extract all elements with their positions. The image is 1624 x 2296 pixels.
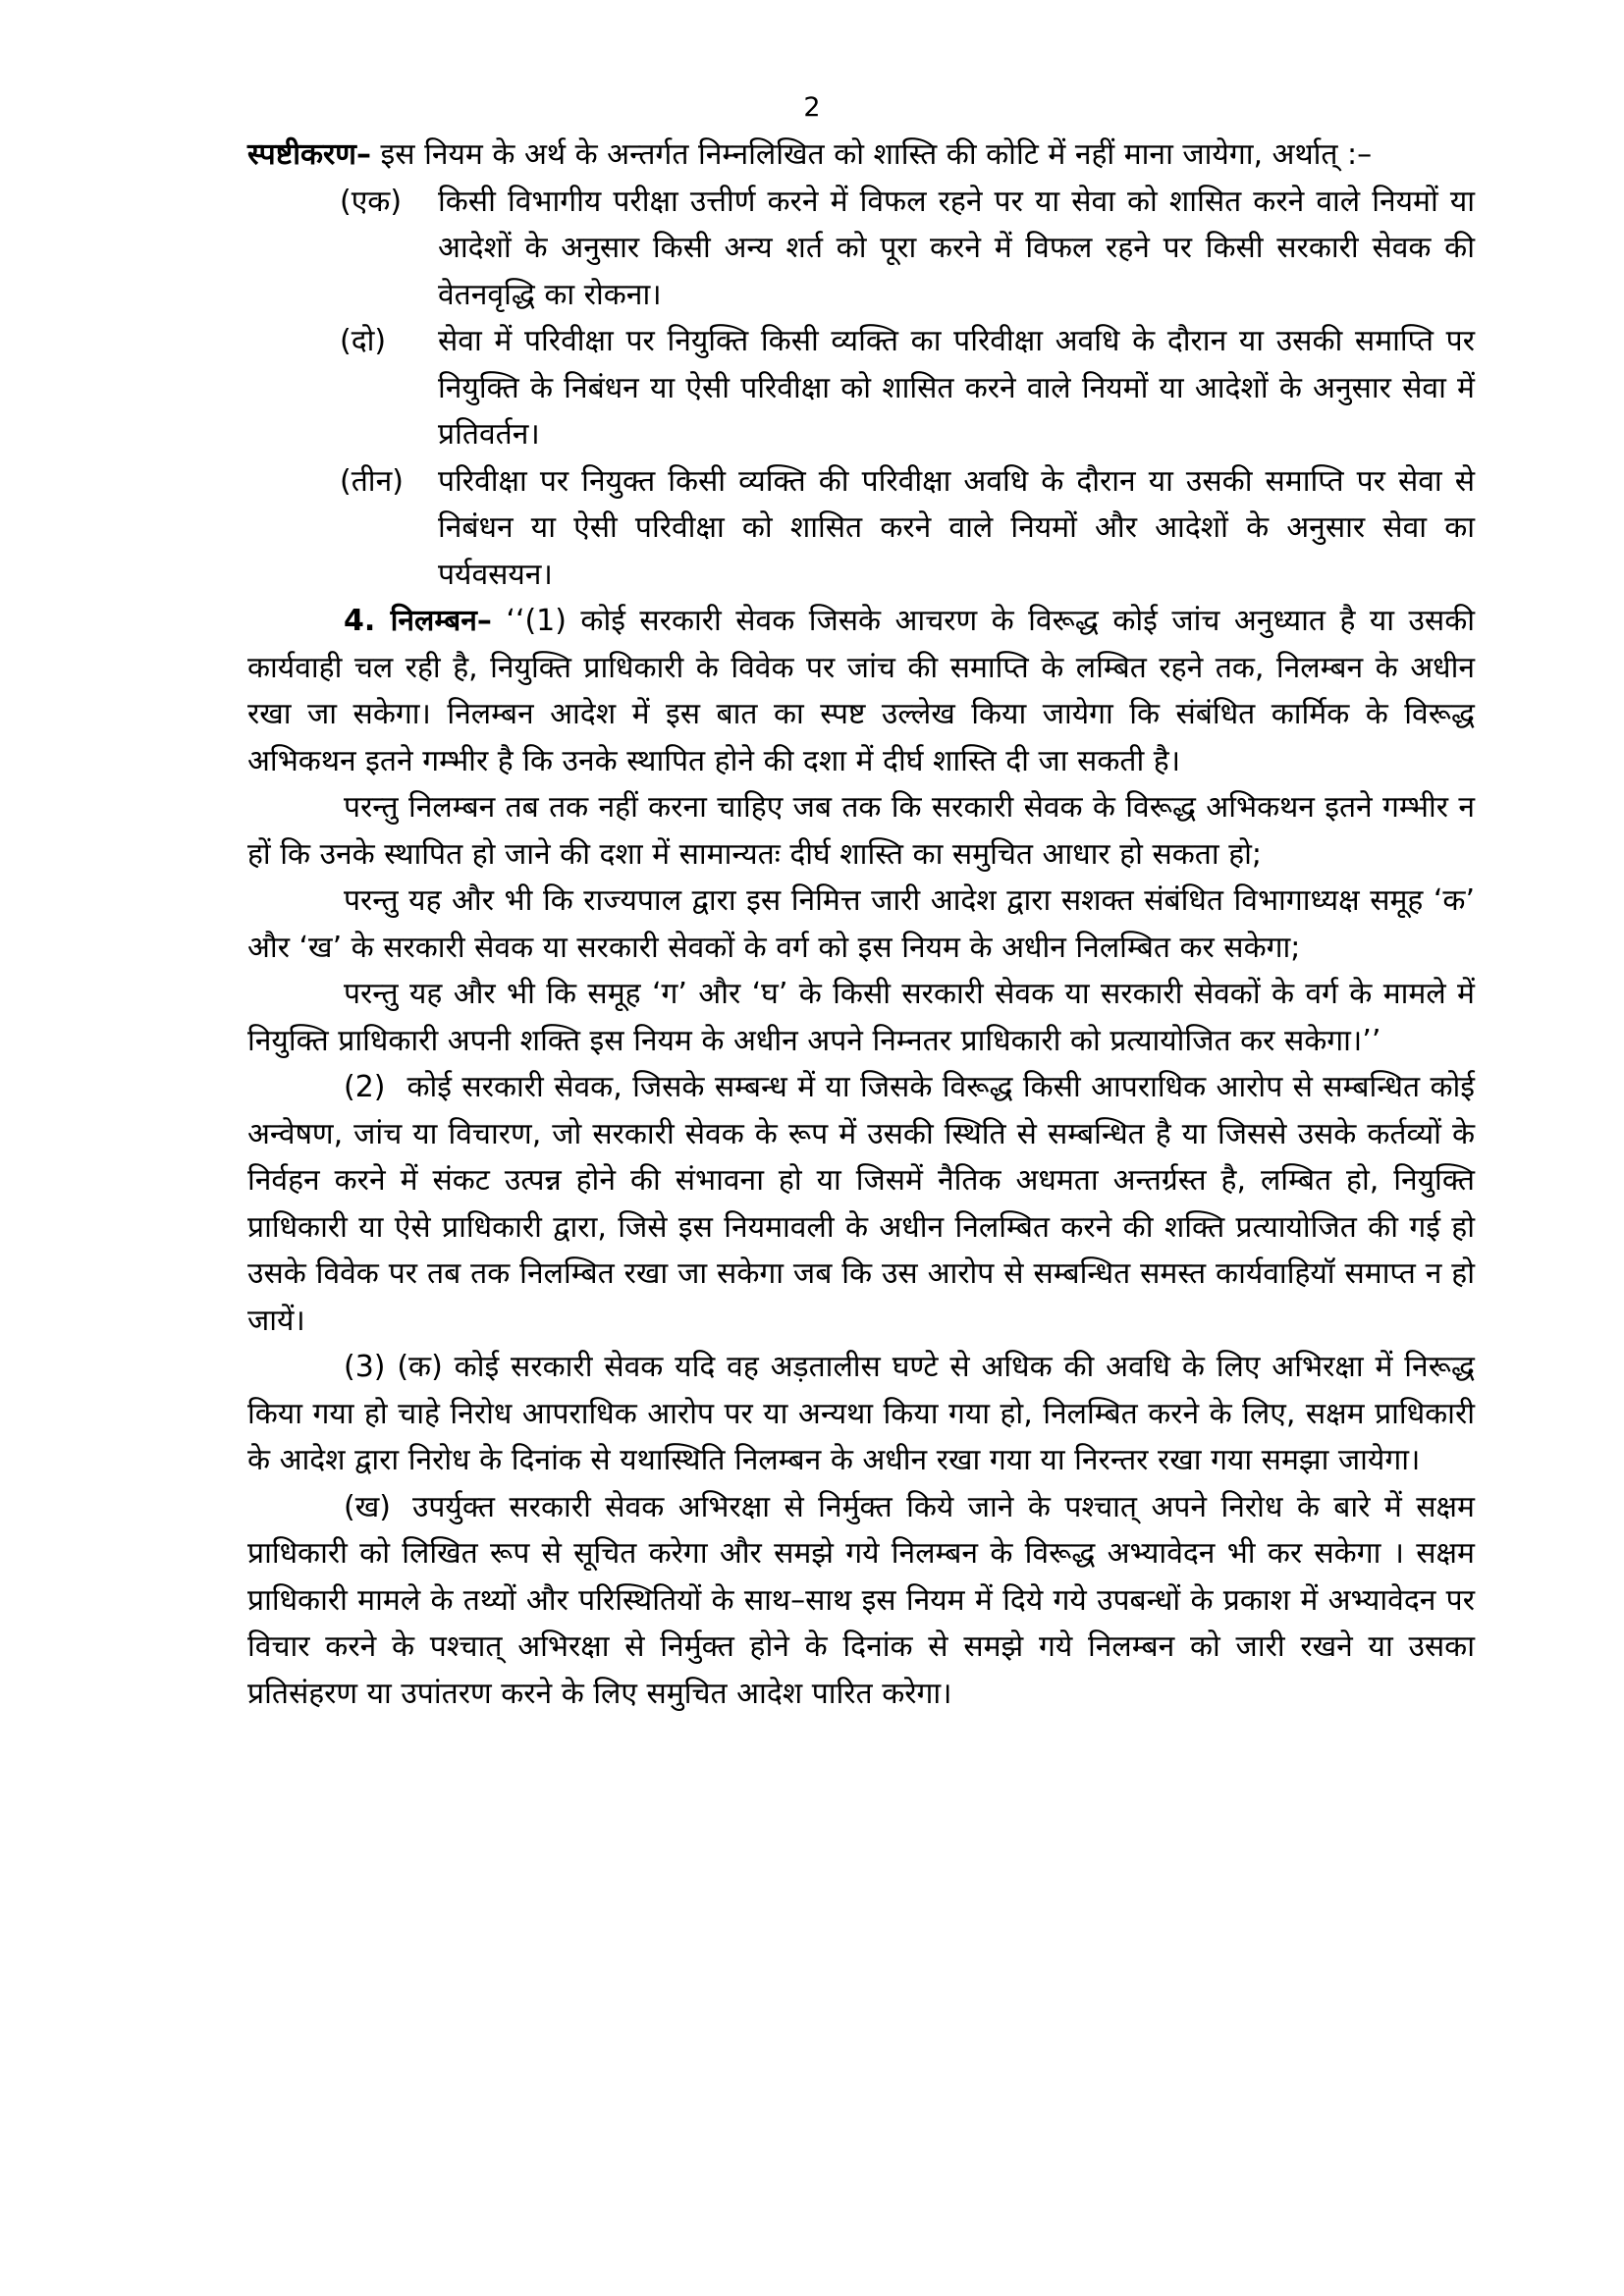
suspension-text-1: ‘‘(1) कोई सरकारी सेवक जिसके आचरण के विरूद्ध कोई जांच अनुध्यात है या उसकी कार्यवाही चल रही है, नियुक्ति प्राधिकारी के विवेक पर जांच की समाप्ति के लम्बित रहने तक, निलम्बन के अधीन रखा जा सकेगा। निलम्बन आदेश में इस बात का स्पष्ट उल्लेख किया जायेगा कि संबंधित कार्मिक के विरूद्ध अभिकथन इतने गम्भीर है कि उनके स्थापित होने की दशा में दीर्घ शास्ति दी जा सकती है। xyxy=(247,604,1475,778)
explanation-heading: स्पष्टीकरण– xyxy=(247,137,371,172)
proviso-paragraph-2: परन्तु यह और भी कि राज्यपाल द्वारा इस निमित्त जारी आदेश द्वारा सशक्त संबंधित विभागाध्यक्ष समूह ‘क’ और ‘ख’ के सरकारी सेवक या सरकारी सेवकों के वर्ग को इस नियम के अधीन निलम्बित कर सकेगा; xyxy=(247,883,1475,965)
proviso-paragraph-1: परन्तु निलम्बन तब तक नहीं करना चाहिए जब तक कि सरकारी सेवक के विरूद्ध अभिकथन इतने गम्भीर न हों कि उनके स्थापित हो जाने की दशा में सामान्यतः दीर्घ शास्ति का समुचित आधार हो सकता हो; xyxy=(247,790,1475,872)
subclause-number: (2) xyxy=(344,1070,386,1104)
proviso-paragraph-3: परन्तु यह और भी कि समूह ‘ग’ और ‘घ’ के किसी सरकारी सेवक या सरकारी सेवकों के वर्ग के मामले में नियुक्ति प्राधिकारी अपनी शक्ति इस नियम के अधीन अपने निम्नतर प्राधिकारी को प्रत्यायोजित कर सकेगा।’’ xyxy=(247,977,1475,1058)
clause-text: परिवीक्षा पर नियुक्त किसी व्यक्ति की परिवीक्षा अवधि के दौरान या उसकी समाप्ति पर सेवा से निबंधन या ऐसी परिवीक्षा को शासित करने वाले नियमों और आदेशों के अनुसार सेवा का पर्यवसयन। xyxy=(438,463,1475,592)
clause-number: (दो) xyxy=(340,324,387,358)
page-number: 2 xyxy=(803,92,821,123)
suspension-paragraph-2 xyxy=(247,1064,1475,1344)
suspension-text-2: कोई सरकारी सेवक, जिसके सम्बन्ध में या जिसके विरूद्ध किसी आपराधिक आरोप से सम्बन्धित कोई अन्वेषण, जांच या विचारण, जो सरकारी सेवक के रूप में उसकी स्थिति से सम्बन्धित है या जिससे उसके कर्तव्यों के निर्वहन करने में संकट उत्पन्न होने की संभावना हो या जिसमें नैतिक अधमता अन्तर्ग्रस्त है, लम्बित हो, नियुक्ति प्राधिकारी या ऐसे प्राधिकारी द्वारा, जिसे इस नियमावली के अधीन निलम्बित करने की शक्ति प्रत्यायोजित की गई हो उसके विवेक पर तब तक निलम्बित रखा जा सकेगा जब कि उस आरोप से सम्बन्धित समस्त कार्यवाहियॉ समाप्त न हो जायें। xyxy=(247,1070,1475,1338)
document-body xyxy=(247,132,1475,1717)
subclause-number: (ख) xyxy=(344,1489,391,1524)
suspension-paragraph-3a: (3) (क) कोई सरकारी सेवक यदि वह अड़तालीस घण्टे से अधिक की अवधि के लिए अभिरक्षा में निरूद्ध किया गया हो चाहे निरोध आपराधिक आरोप पर या अन्यथा किया गया हो, निलम्बित करने के लिए, सक्षम प्राधिकारी के आदेश द्वारा निरोध के दिनांक से यथास्थिति निलम्बन के अधीन रखा गया या निरन्तर रखा गया समझा जायेगा। xyxy=(247,1350,1475,1477)
clause-three xyxy=(340,458,1475,599)
explanation-intro: इस नियम के अर्थ के अन्तर्गत निम्नलिखित को शास्ति की कोटि में नहीं माना जायेगा, अर्थात् :– xyxy=(380,137,1373,172)
suspension-paragraph-1 xyxy=(247,598,1475,784)
clause-one xyxy=(340,179,1475,319)
explanation-paragraph xyxy=(247,132,1475,179)
suspension-text-3b: उपर्युक्त सरकारी सेवक अभिरक्षा से निर्मुक्त किये जाने के पश्चात् अपने निरोध के बारे में सक्षम प्राधिकारी को लिखित रूप से सूचित करेगा और समझे गये निलम्बन के विरूद्ध अभ्यावेदन भी कर सकेगा । सक्षम प्राधिकारी मामले के तथ्यों और परिस्थितियों के साथ–साथ इस नियम में दिये गये उपबन्धों के प्रकाश में अभ्यावेदन पर विचार करने के पश्चात् अभिरक्षा से निर्मुक्त होने के दिनांक से समझे गये निलम्बन को जारी रखने या उसका प्रतिसंहरण या उपांतरण करने के लिए समुचित आदेश पारित करेगा। xyxy=(247,1489,1475,1711)
clause-text: किसी विभागीय परीक्षा उत्तीर्ण करने में विफल रहने पर या सेवा को शासित करने वाले नियमों या आदेशों के अनुसार किसी अन्य शर्त को पूरा करने में विफल रहने पर किसी सरकारी सेवक की वेतनवृद्धि का रोकना। xyxy=(438,184,1475,312)
suspension-paragraph-3b xyxy=(247,1484,1475,1718)
clause-number: (तीन) xyxy=(340,463,404,499)
clause-two xyxy=(340,318,1475,458)
suspension-heading: 4. निलम्बन– xyxy=(344,604,492,638)
clause-number: (एक) xyxy=(340,184,403,219)
clause-text: सेवा में परिवीक्षा पर नियुक्ति किसी व्यक्ति का परिवीक्षा अवधि के दौरान या उसकी समाप्ति पर नियुक्ति के निबंधन या ऐसी परिवीक्षा को शासित करने वाले नियमों या आदेशों के अनुसार सेवा में प्रतिवर्तन। xyxy=(438,324,1475,452)
